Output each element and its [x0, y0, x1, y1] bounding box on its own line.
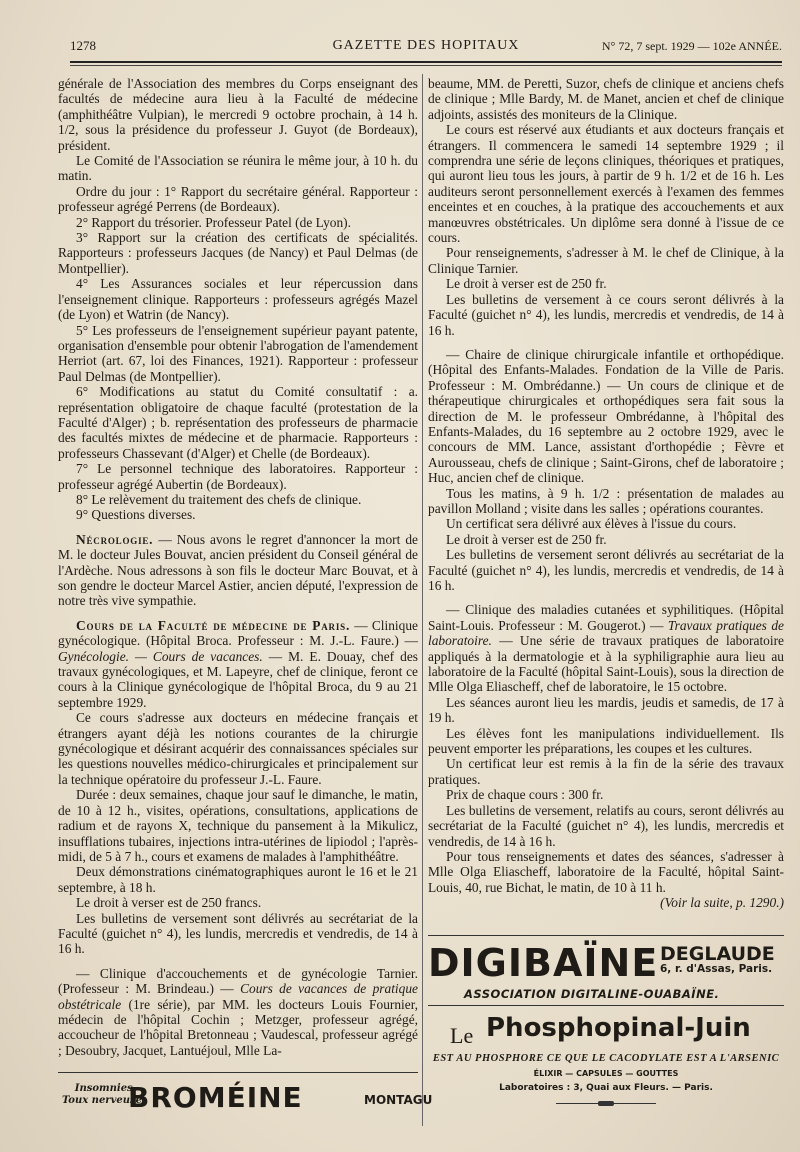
course-announcement: [428, 602, 784, 694]
journal-title: GAZETTE DES HOPITAUX: [332, 38, 520, 53]
paragraph: Le Comité de l'Association se réunira le même jour, à 10 h. du matin.: [58, 153, 418, 184]
paragraph: Le droit à verser est de 250 fr.: [446, 531, 607, 547]
indication-text: Toux nerveuse.: [62, 1095, 146, 1106]
paragraph-text: — Une série de travaux pratiques de laboratoire appliqués à la dermatologie et à la syphiligraphie aura lieu au laboratoire de la Faculté (hôpital Saint-Louis), sous la direction de Mlle Olga Eliascheff, chef de laboratoire, le 15 octobre.: [428, 633, 784, 695]
ad-rule: [428, 935, 784, 936]
paragraph: Un certificat sera délivré aux élèves à l'issue du cours.: [446, 516, 737, 532]
paragraph: 2° Rapport du trésorier. Professeur Patel (de Lyon).: [76, 214, 351, 230]
paragraph: générale de l'Association des membres du Corps enseignant des facultés de médecine aura lieu à la Faculté de médecine (amphithéâtre Vulpian), le mercredi 9 octobre prochain, à 14 h. 1/2, sous la présidence du professeur J. Guyot (de Bordeaux), président.: [58, 76, 418, 153]
course-title: Gynécologie. — Cours de vacances.: [58, 648, 263, 664]
paragraph: Pour tous renseignements et dates des séances, s'adresser à Mlle Olga Eliascheff, laboratoire de la Faculté, hôpital Saint-Louis, 40, rue Bichat, le matin, de 10 à 11 h.: [428, 848, 784, 895]
continuation-text: (Voir la suite, p. 1290.): [660, 895, 784, 911]
continuation-note: [428, 895, 784, 910]
left-column: [58, 76, 418, 1058]
digibaine-address: 6, r. d'Assas, Paris.: [660, 963, 773, 975]
bromeine-maker: MONTAGU: [364, 1093, 433, 1107]
bromeine-advertisement: [58, 1072, 433, 1117]
paragraph: Les bulletins de versement sont délivrés au secrétariat de la Faculté (guichet n° 4), les lundis, mercredis et vendredis, de 14 à 16 h.: [58, 910, 418, 957]
section-heading: Cours de la Faculté de médecine de Paris.: [76, 617, 351, 633]
paragraph: 4° Les Assurances sociales et leur répercussion dans l'enseignement clinique. Rapporteurs : professeurs agrégés Mazel (de Lyon) et Watrin (de Nancy).: [58, 276, 418, 323]
paragraph: Les bulletins de versement à ce cours seront délivrés à la Faculté (guichet n° 4), les lundis, mercredis et vendredis, de 14 à 16 h.: [428, 291, 784, 338]
phosphopinal-tagline: EST AU PHOSPHORE CE QUE LE CACODYLATE EST A L'ARSENIC: [432, 1053, 780, 1064]
digibaine-association: ASSOCIATION DIGITALINE-OUABAÏNE.: [464, 987, 720, 1001]
paragraph: Le droit à verser est de 250 fr.: [446, 276, 607, 292]
page-header: [70, 36, 782, 60]
paragraph: Pour renseignements, s'adresser à M. le chef de Clinique, à la Clinique Tarnier.: [428, 245, 784, 276]
course-announcement: [58, 618, 418, 710]
paragraph: 7° Le personnel technique des laboratoires. Rapporteur : professeur agrégé Aubertin (de Bordeaux).: [58, 461, 418, 492]
paragraph: 6° Modifications au statut du Comité consultatif : a. représentation obligatoire de chaque faculté (protestation de la Faculté d'Alger) ; b. représentation des professeurs de pharmacie des facultés mixtes de médecine et de pharmacie. Rapporteurs : professeurs Chassevant (d'Alger) et Chelle (de Bordeaux).: [58, 384, 418, 461]
page-number: 1278: [70, 38, 96, 53]
course-title: Cours de vacances de pratique obstétricale: [58, 981, 418, 1012]
paragraph: Les bulletins de versement seront délivrés au secrétariat de la Faculté (guichet n° 4), les lundis, mercredis et vendredis, de 14 à 16 h.: [428, 547, 784, 593]
paragraph: 5° Les professeurs de l'enseignement supérieur payant patente, organisation d'ensemble pour obtenir l'abrogation de l'amendement Herriot (art. 67, loi des Finances, 1921). Rapporteur : professeur Paul Delmas (de Montpellier).: [58, 322, 418, 384]
necrology-paragraph: [58, 532, 418, 609]
indication-text: Insomnies: [74, 1083, 133, 1094]
paragraph: 8° Le relèvement du traitement des chefs de clinique.: [76, 491, 362, 507]
digibaine-brand: DIGIBAÏNE: [428, 941, 659, 985]
paragraph: Ce cours s'adresse aux docteurs en médecine français et étrangers ayant déjà les notions courantes de la chirurgie gynécologique et désirant acquérir des connaissances spéciales sur les questions nouvelles médico-chirurgicales et principalement sur la technique opératoire du professeur J.-L. Faure.: [58, 710, 418, 787]
column-divider: [422, 74, 423, 1126]
paragraph-text: — M. E. Douay, chef des travaux gynécologiques, et M. Lapeyre, chef de clinique, feront ce cours à la Clinique gynécologique de l'hôpital Broca, du 9 au 21 septembre 1929.: [58, 648, 418, 710]
paragraph: Les bulletins de versement, relatifs au cours, seront délivrés au secrétariat de la Faculté (guichet n° 4), les lundis, mercredis et vendredis, de 14 à 16 h.: [428, 802, 784, 849]
ornament-rule: [556, 1103, 656, 1104]
issue-info: N° 72, 7 sept. 1929 — 102e ANNÉE.: [601, 39, 782, 53]
paragraph: Durée : deux semaines, chaque jour sauf le dimanche, le matin, de 10 à 12 h., visites, opérations, consultations, applications de radium et de rayons X, technique du pansement à la Mikulicz, insufflations tubaires, injections intra-utérines de lipiodol ; l'après-midi, de 5 à 7 h., cours et examens de malades à l'amphithéâtre.: [58, 787, 418, 864]
bromeine-brand: BROMÉINE: [128, 1081, 303, 1114]
paragraph: 9° Questions diverses.: [76, 507, 196, 523]
phosphopinal-article: Le: [450, 1023, 474, 1048]
paragraph: 3° Rapport sur la création des certificats de spécialités. Rapporteurs : professeurs Jacques (de Nancy) et Paul Delmas (de Montpellier).: [58, 230, 418, 276]
paragraph: Les élèves font les manipulations individuellement. Ils peuvent emporter les préparations, les coupes et les cultures.: [428, 725, 784, 757]
right-column: [428, 76, 784, 911]
paragraph: Ordre du jour : 1° Rapport du secrétaire général. Rapporteur : professeur agrégé Perrens (de Bordeaux).: [58, 183, 418, 215]
advertisement-block: [428, 935, 784, 1093]
paragraph-text: — Nous avons le regret d'annoncer la mort de M. le docteur Jules Bouvat, ancien président du Conseil général de l'Ardèche. Nous adressons à son fils le docteur Marc Bouvat, et à son gendre le docteur Marcel Astier, ancien député, l'expression de notre très vive sympathie.: [58, 531, 418, 609]
paragraph: Deux démonstrations cinématographiques auront le 16 et le 21 septembre, à 18 h.: [58, 864, 418, 895]
course-title: Travaux pratiques de laboratoire.: [428, 617, 784, 649]
phosphopinal-forms: ÉLIXIR — CAPSULES — GOUTTES: [533, 1069, 679, 1078]
phosphopinal-brand: Phosphopinal-Juin: [486, 1013, 751, 1043]
paragraph-text: — Clinique gynécologique. (Hôpital Broca. Professeur : M. J.-L. Faure.) —: [58, 617, 418, 649]
course-announcement: [58, 966, 418, 1058]
digibaine-maker: DEGLAUDE: [660, 943, 775, 965]
paragraph: Tous les matins, à 9 h. 1/2 : présentation de malades au pavillon Molland ; visite dans les salles ; opérations courantes.: [428, 485, 784, 516]
header-rule-thin: [70, 65, 782, 66]
phosphopinal-laboratory: Laboratoires : 3, Quai aux Fleurs. — Paris.: [499, 1083, 713, 1093]
paragraph: Un certificat leur est remis à la fin de la série des travaux pratiques.: [428, 756, 784, 787]
paragraph-text: — Clinique des maladies cutanées et syphilitiques. (Hôpital Saint-Louis. Professeur : M. Gougerot.) —: [428, 602, 784, 633]
paragraph-text: (1re série), par MM. les docteurs Louis Fournier, médecin de l'hôpital Cochin ; Metzger, professeur agrégé, accoucheur de l'hôpital Bretonneau ; Vaudescal, professeur agrégé ; Desoubry, Jacquet, Lantuéjoul, Mlle La-: [58, 996, 418, 1058]
paragraph: beaume, MM. de Peretti, Suzor, chefs de clinique et anciens chefs de clinique ; Mlle Bardy, M. de Manet, ancien et chef de clinique adjoints, assistés des moniteurs de la Clinique.: [428, 76, 784, 122]
header-rule: [70, 61, 782, 63]
ad-rule: [428, 1005, 784, 1006]
paragraph: Les séances auront lieu les mardis, jeudis et samedis, de 17 à 19 h.: [428, 694, 784, 726]
paragraph: Le cours est réservé aux étudiants et aux docteurs français et étrangers. Il commencera le samedi 14 septembre 1929 ; il comprendra une série de leçons cliniques, théoriques et pratiques, qui auront lieu tous les jours, à partir de 9 h. 1/2 et de 16 h. Les auditeurs seront personnellement exercés à l'examen des femmes enceintes et en couches, à la pratique des accouchements et aux manœuvres obstétricales. Un diplôme sera donné à l'issue de ce cours.: [428, 122, 784, 246]
section-heading: Nécrologie.: [76, 531, 154, 547]
paragraph-text: — Clinique d'accouchements et de gynécologie Tarnier. (Professeur : M. Brindeau.) —: [58, 965, 418, 997]
course-announcement: — Chaire de clinique chirurgicale infantile et orthopédique. (Hôpital des Enfants-Malades. Fondation de la Ville de Paris. Professeur : M. Ombrédanne.) — Un cours de clinique et de thérapeutique chirurgicales et orthopédiques sera fait sous la direction de M. le professeur Ombrédanne, à l'hôpital des Enfants-Malades, du 16 septembre au 2 octobre 1929, avec le concours de MM. Lance, assistant d'orthopédie ; Fèvre et Aurousseau, chefs de clinique ; Saint-Girons, chef de laboratoire ; Huc, ancien chef de clinique.: [428, 346, 784, 486]
paragraph: Prix de chaque cours : 300 fr.: [446, 787, 604, 803]
paragraph: Le droit à verser est de 250 francs.: [76, 895, 262, 911]
